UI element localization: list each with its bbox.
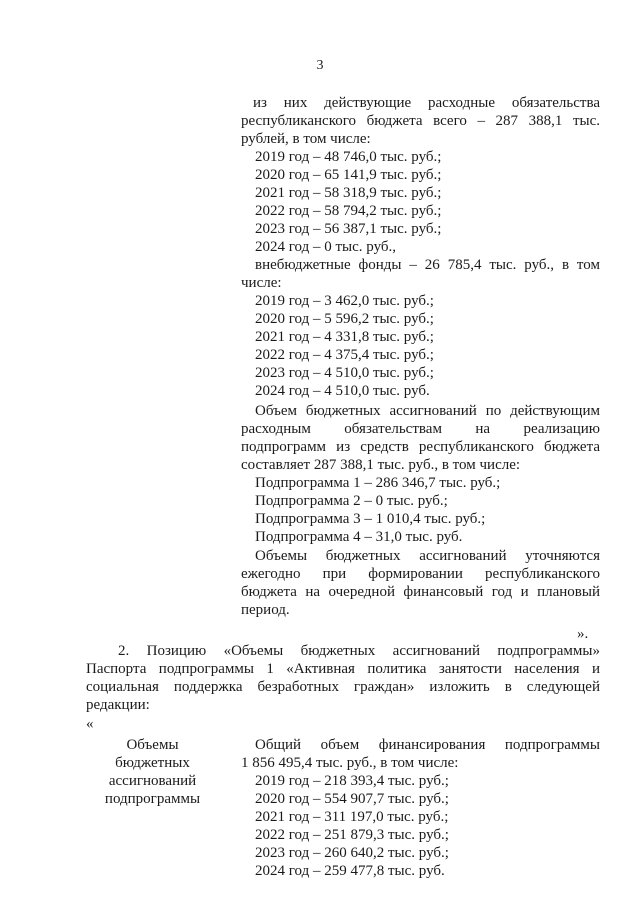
refine-line-3: бюджета на очередной финансовый год и плановый [241,584,600,600]
item2-line-3: социальная поддержка безработных граждан» изложить в следующей [86,679,600,695]
assign-line-2: расходным обязательствам на реализацию [241,421,600,437]
obligations-line-1: из них действующие расходные обязательства [253,95,600,111]
funds-year-2019: 2019 год – 3 462,0 тыс. руб.; [255,293,434,309]
table-label-line-4: подпрограммы [104,791,201,807]
funds-year-2024: 2024 год – 4 510,0 тыс. руб. [255,383,430,399]
table-year-2023: 2023 год – 260 640,2 тыс. руб.; [255,845,449,861]
refine-line-2: ежегодно при формировании республиканского [241,566,600,582]
table-year-2024: 2024 год – 259 477,8 тыс. руб. [255,863,445,879]
subprogram-4: Подпрограмма 4 – 31,0 тыс. руб. [255,529,463,545]
assign-line-1: Объем бюджетных ассигнований по действующим [255,403,600,419]
table-year-2020: 2020 год – 554 907,7 тыс. руб.; [255,791,449,807]
subprogram-3: Подпрограмма 3 – 1 010,4 тыс. руб.; [255,511,486,527]
table-intro-line-1: Общий объем финансирования подпрограммы [255,737,600,753]
funds-line-1: внебюджетные фонды – 26 785,4 тыс. руб., в том [255,257,600,273]
obligations-line-3: рублей, в том числе: [241,131,371,147]
obligations-line-2: республиканского бюджета всего – 287 388,1 тыс. [241,113,600,129]
table-label-line-3: ассигнований [108,773,197,789]
subprogram-2: Подпрограмма 2 – 0 тыс. руб.; [255,493,448,509]
table-label-line-1: Объемы [126,737,179,753]
item2-line-2: Паспорта подпрограммы 1 «Активная политика занятости населения и [86,661,600,677]
refine-line-4: период. [241,602,290,618]
item2-line-4: редакции: [86,697,150,713]
obligations-year-2023: 2023 год – 56 387,1 тыс. руб.; [255,221,442,237]
funds-year-2021: 2021 год – 4 331,8 тыс. руб.; [255,329,434,345]
funds-year-2022: 2022 год – 4 375,4 тыс. руб.; [255,347,434,363]
subprogram-1: Подпрограмма 1 – 286 346,7 тыс. руб.; [255,475,501,491]
item2-line-1: 2. Позицию «Объемы бюджетных ассигнований подпрограммы» [118,643,600,659]
obligations-year-2021: 2021 год – 58 318,9 тыс. руб.; [255,185,442,201]
table-label-line-2: бюджетных [115,755,190,771]
assign-line-4: составляет 287 388,1 тыс. руб., в том числе: [241,457,521,473]
funds-year-2020: 2020 год – 5 596,2 тыс. руб.; [255,311,434,327]
table-year-2019: 2019 год – 218 393,4 тыс. руб.; [255,773,449,789]
funds-line-2: числе: [241,275,282,291]
obligations-year-2022: 2022 год – 58 794,2 тыс. руб.; [255,203,442,219]
page-number: 3 [316,58,324,73]
assign-line-3: подпрограмм из средств республиканского бюджета [241,439,600,455]
table-year-2021: 2021 год – 311 197,0 тыс. руб.; [255,809,449,825]
opening-quote: « [86,716,94,732]
table-intro-line-2: 1 856 495,4 тыс. руб., в том числе: [241,755,459,771]
closing-quote: ». [577,626,589,642]
obligations-year-2019: 2019 год – 48 746,0 тыс. руб.; [255,149,442,165]
refine-line-1: Объемы бюджетных ассигнований уточняются [255,548,600,564]
funds-year-2023: 2023 год – 4 510,0 тыс. руб.; [255,365,434,381]
obligations-year-2024: 2024 год – 0 тыс. руб., [255,239,397,255]
table-year-2022: 2022 год – 251 879,3 тыс. руб.; [255,827,449,843]
obligations-year-2020: 2020 год – 65 141,9 тыс. руб.; [255,167,442,183]
